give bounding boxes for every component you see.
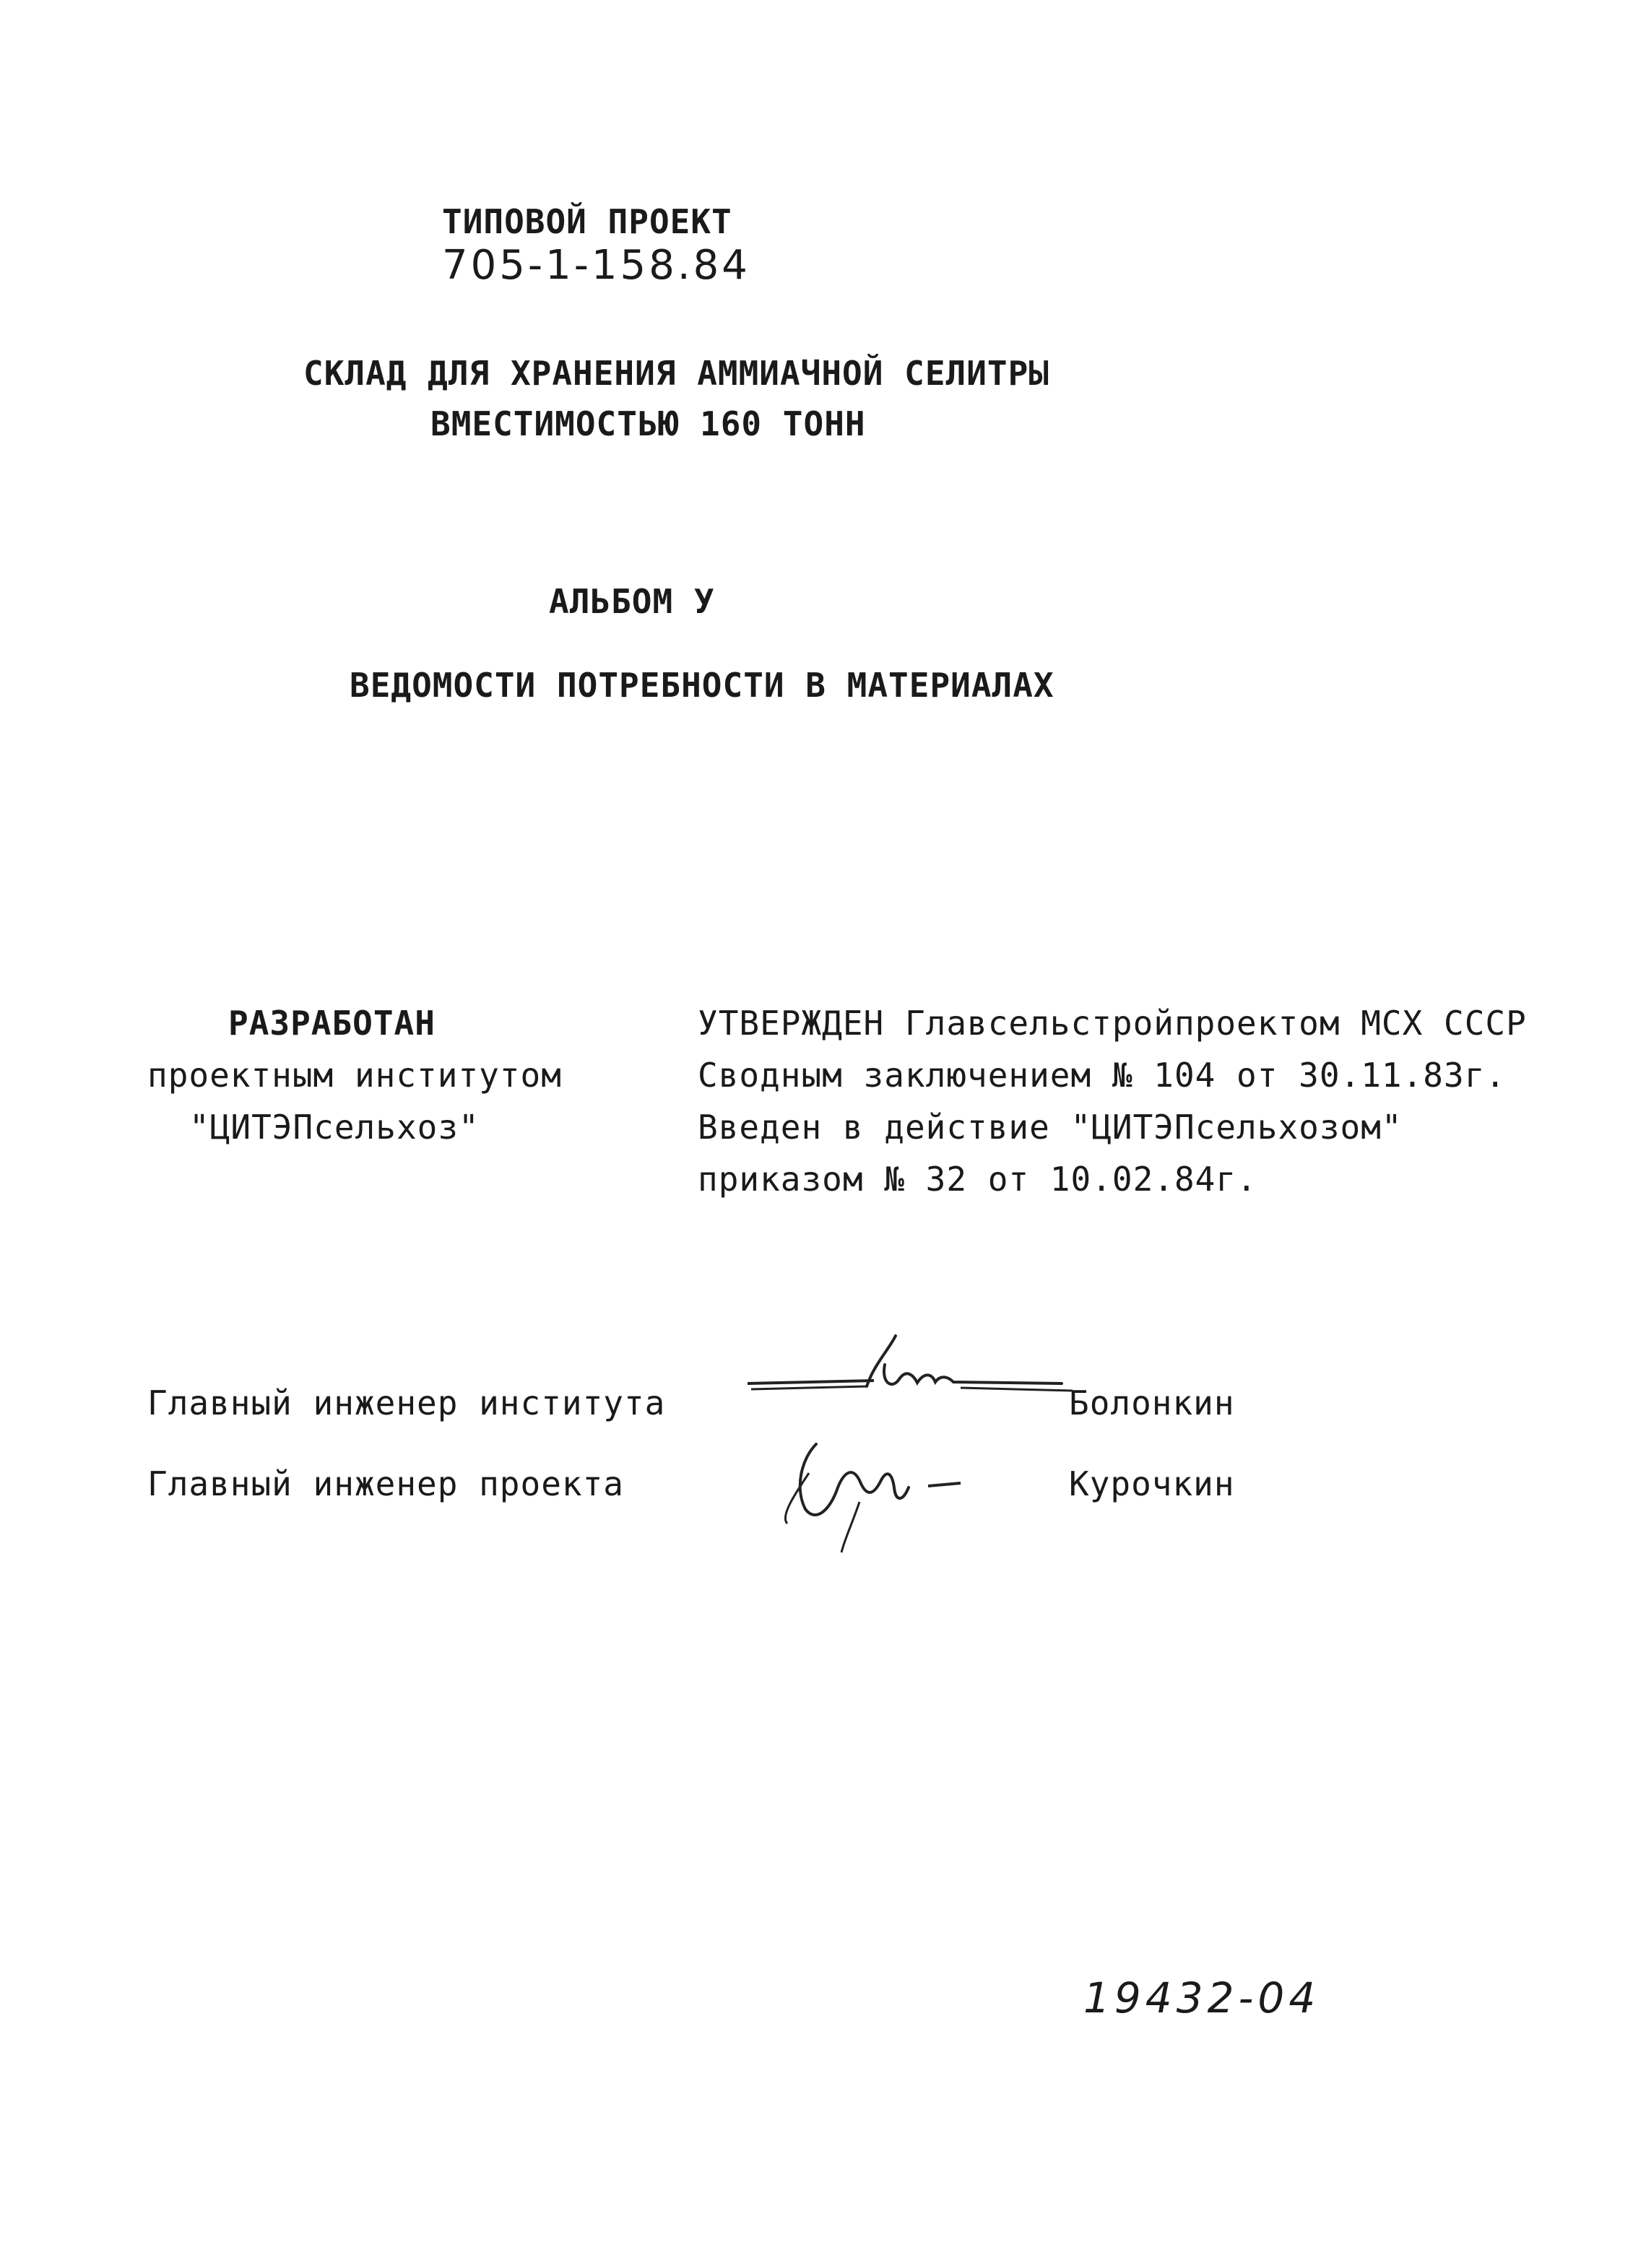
project-number: 705-1-158.84 [442,242,750,289]
signature-name-2: Курочкин [1069,1464,1235,1503]
developer-line-1: проектным институтом [147,1056,562,1095]
signature-role-1: Главный инженер института [147,1383,666,1422]
title-line-2: ВМЕСТИМОСТЬЮ 160 ТОНН [430,404,866,443]
approval-line-2: Сводным заключением № 104 от 30.11.83г. [698,1056,1507,1095]
signature-name-1: Болонкин [1069,1383,1235,1422]
signature-2-image [766,1430,982,1560]
approval-line-3: Введен в действие "ЦИТЭПсельхозом" [698,1108,1403,1147]
doc-type: ТИПОВОЙ ПРОЕКТ [442,202,732,241]
developer-heading: РАЗРАБОТАН [228,1004,436,1043]
inventory-number: 19432-04 [1083,1973,1320,2022]
approval-line-1: УТВЕРЖДЕН Главсельстройпроектом МСХ СССР [698,1004,1527,1043]
album-title: АЛЬБОМ У [549,582,715,621]
approval-line-4: приказом № 32 от 10.02.84г. [698,1160,1257,1199]
album-subtitle: ВЕДОМОСТИ ПОТРЕБНОСТИ В МАТЕРИАЛАХ [350,666,1054,705]
developer-line-2: "ЦИТЭПсельхоз" [189,1108,480,1147]
signature-1-image [744,1321,1076,1408]
title-line-1: СКЛАД ДЛЯ ХРАНЕНИЯ АММИАЧНОЙ СЕЛИТРЫ [303,354,1049,393]
signature-role-2: Главный инженер проекта [147,1464,624,1503]
